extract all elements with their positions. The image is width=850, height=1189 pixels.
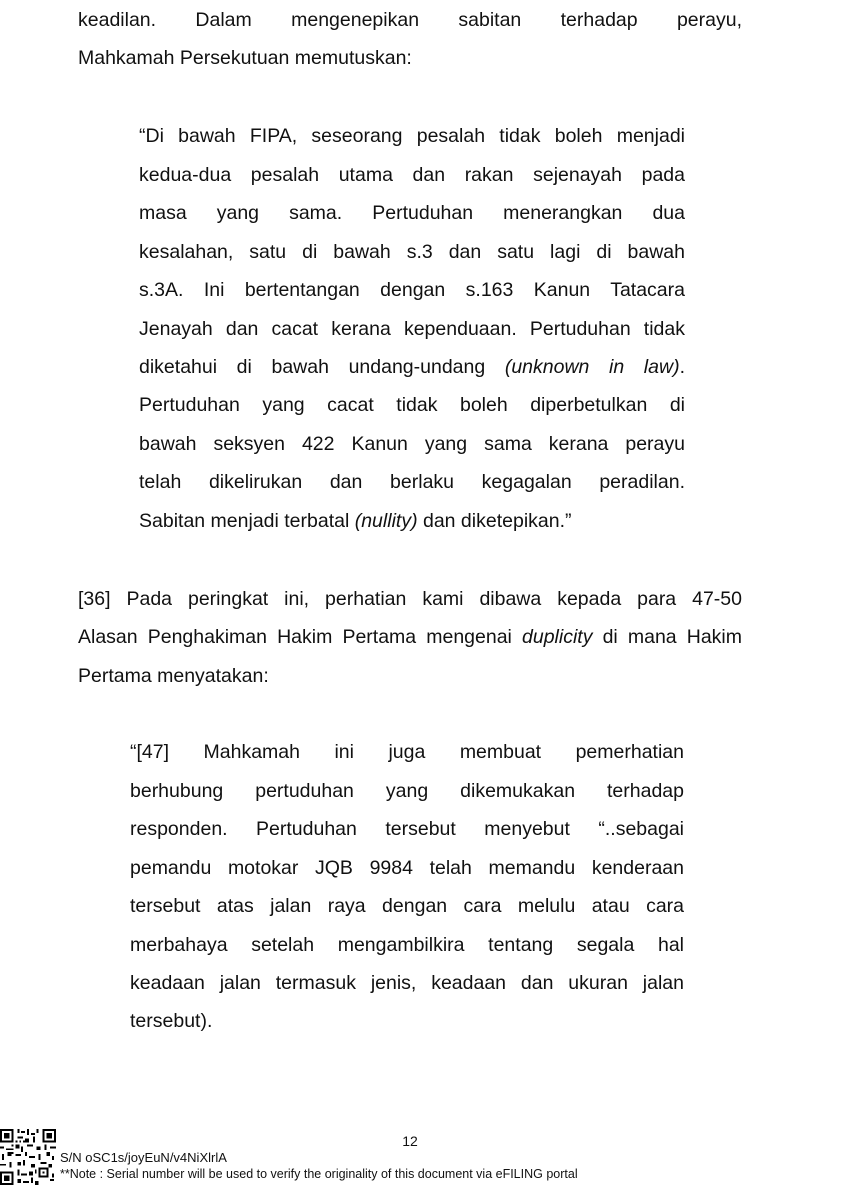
paragraph-line: keadilan. Dalam mengenepikan sabitan terhadap perayu, bbox=[78, 9, 742, 31]
quote-line bbox=[139, 355, 685, 379]
quote-line: s.3A. Ini bertentangan dengan s.163 Kanun Tatacara bbox=[139, 279, 685, 301]
quote-italic-term: (nullity) bbox=[354, 510, 418, 532]
paragraph-italic-term: duplicity bbox=[522, 626, 593, 648]
quote-text: diketahui di bawah undang-undang bbox=[139, 356, 505, 378]
quote-line: keadaan jalan termasuk jenis, keadaan dan ukuran jalan bbox=[130, 972, 684, 994]
quote-line: “Di bawah FIPA, seseorang pesalah tidak boleh menjadi bbox=[139, 125, 685, 147]
quote-italic-term: (unknown in law) bbox=[504, 356, 680, 378]
serial-number: S/N oSC1s/joyEuN/v4NiXlrlA bbox=[60, 1150, 227, 1165]
paragraph-line: Mahkamah Persekutuan memutuskan: bbox=[78, 47, 412, 69]
quote-line: “[47] Mahkamah ini juga membuat pemerhatian bbox=[130, 741, 684, 763]
paragraph-text: di mana Hakim bbox=[602, 626, 743, 648]
quote-line: berhubung pertuduhan yang dikemukakan terhadap bbox=[130, 780, 684, 802]
qr-code-icon bbox=[0, 1129, 56, 1185]
quote-line: pemandu motokar JQB 9984 telah memandu kenderaan bbox=[130, 857, 684, 879]
quote-line: merbahaya setelah mengambilkira tentang segala hal bbox=[130, 934, 684, 956]
quote-line bbox=[139, 509, 685, 533]
quote-line: tersebut atas jalan raya dengan cara melulu atau cara bbox=[130, 895, 684, 917]
quote-line: Jenayah dan cacat kerana kependuaan. Pertuduhan tidak bbox=[139, 318, 685, 340]
quote-line: kesalahan, satu di bawah s.3 dan satu lagi di bawah bbox=[139, 241, 685, 263]
quote-line: bawah seksyen 422 Kanun yang sama kerana perayu bbox=[139, 433, 685, 455]
quote-line: masa yang sama. Pertuduhan menerangkan dua bbox=[139, 202, 685, 224]
paragraph-line bbox=[78, 625, 742, 649]
verification-note: **Note : Serial number will be used to verify the originality of this document via eFILING portal bbox=[60, 1167, 578, 1181]
quote-line: telah dikelirukan dan berlaku kegagalan peradilan. bbox=[139, 471, 685, 493]
paragraph-line: [36] Pada peringkat ini, perhatian kami dibawa kepada para 47-50 bbox=[78, 588, 742, 610]
quote-line: responden. Pertuduhan tersebut menyebut “..sebagai bbox=[130, 818, 684, 840]
quote-text: Sabitan menjadi terbatal bbox=[139, 510, 355, 532]
quote-text: . bbox=[679, 356, 685, 378]
page-number: 12 bbox=[402, 1133, 418, 1149]
quote-line: tersebut). bbox=[130, 1010, 213, 1032]
paragraph-line: Pertama menyatakan: bbox=[78, 665, 269, 687]
quote-line: kedua-dua pesalah utama dan rakan sejenayah pada bbox=[139, 164, 685, 186]
quote-line: Pertuduhan yang cacat tidak boleh diperbetulkan di bbox=[139, 394, 685, 416]
quote-text: dan diketepikan.” bbox=[417, 510, 572, 532]
paragraph-text: Alasan Penghakiman Hakim Pertama mengenai bbox=[78, 626, 523, 648]
